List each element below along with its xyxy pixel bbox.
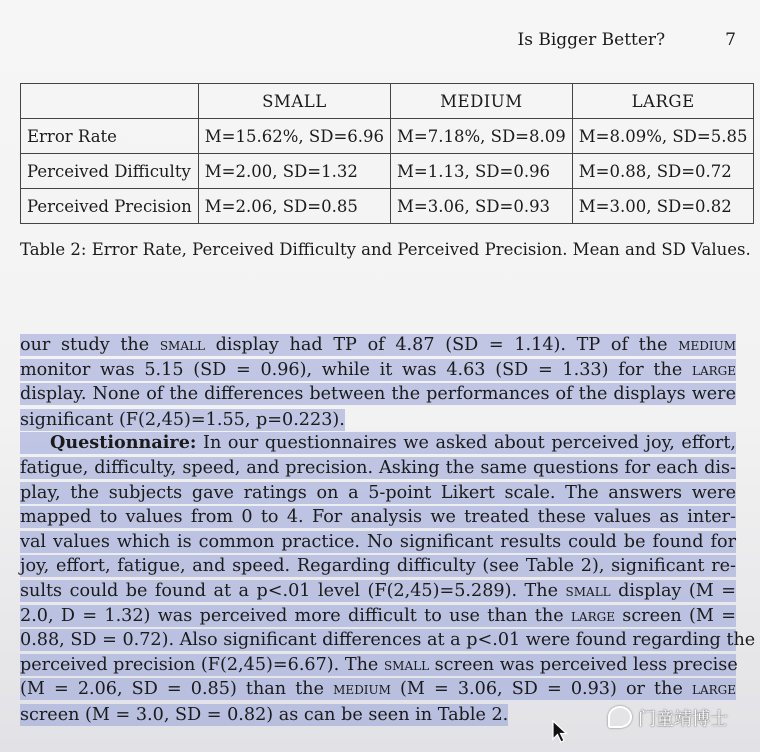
mouse-cursor-icon	[552, 720, 568, 744]
text-line: monitor was 5.15 (SD = 0.96), while it was 4.63 (SD = 1.33) for the large	[20, 359, 736, 380]
text-line: Questionnaire: In our questionnaires we asked about perceived joy, effort,	[20, 432, 736, 457]
table-cell: M=2.00, SD=1.32	[198, 154, 390, 189]
table-cell: Perceived Difficulty	[21, 154, 199, 189]
table-row	[21, 154, 754, 189]
body-text[interactable]	[20, 334, 756, 728]
table-cell: M=0.88, SD=0.72	[572, 154, 754, 189]
page-number: 7	[725, 30, 736, 50]
text-line: 2.0, D = 1.32) was perceived more difficult to use than the large screen (M =	[20, 605, 736, 626]
text-line: fatigue, difficulty, speed, and precision. Asking the same questions for each dis-	[20, 457, 736, 478]
table-header-row	[21, 84, 754, 119]
table-cell: M=1.13, SD=0.96	[391, 154, 573, 189]
table-cell: M=3.06, SD=0.93	[391, 189, 573, 224]
text-line: 0.88, SD = 0.72). Also significant differences at a p<.01 were found regarding the	[20, 630, 756, 651]
text-line: screen (M = 3.0, SD = 0.82) as can be seen in Table 2.	[20, 704, 509, 725]
running-title: Is Bigger Better?	[517, 30, 666, 50]
text-line: sults could be found at a p<.01 level (F(2,45)=5.289). The small display (M =	[20, 580, 736, 601]
table-cell: Perceived Precision	[21, 189, 199, 224]
watermark-text: 门童靖博士	[638, 709, 728, 730]
text-line: display. None of the differences between the performances of the displays were	[20, 384, 736, 405]
text-line: mapped to values from 0 to 4. For analysis we treated these values as inter-	[20, 507, 736, 528]
table-cell: M=3.00, SD=0.82	[572, 189, 754, 224]
text-line: our study the small display had TP of 4.87 (SD = 1.14). TP of the medium	[20, 335, 736, 355]
table-row	[21, 189, 754, 224]
table-row	[21, 119, 754, 154]
results-table	[20, 83, 754, 224]
table-header-cell: MEDIUM	[391, 84, 573, 119]
watermark	[608, 705, 728, 731]
text-line: val values which is common practice. No significant results could be found for	[20, 531, 736, 552]
text-line: (M = 2.06, SD = 0.85) than the medium (M = 3.06, SD = 0.93) or the large	[20, 679, 736, 700]
wechat-icon	[608, 706, 632, 728]
running-header	[518, 30, 736, 50]
table-header-cell: LARGE	[572, 84, 754, 119]
table-cell: M=15.62%, SD=6.96	[198, 119, 390, 154]
text-line: significant (F(2,45)=1.55, p=0.223).	[20, 409, 345, 430]
table-header-cell: SMALL	[198, 84, 390, 119]
section-heading: Questionnaire:	[50, 432, 197, 454]
text-line: joy, effort, fatigue, and speed. Regarding difficulty (see Table 2), significant re-	[20, 556, 736, 577]
table-cell: M=7.18%, SD=8.09	[391, 119, 573, 154]
text-line: perceived precision (F(2,45)=6.67). The small screen was perceived less precise	[20, 654, 738, 675]
table-caption: Table 2: Error Rate, Perceived Difficulty and Perceived Precision. Mean and SD Values.	[20, 240, 751, 259]
table-header-cell	[21, 84, 199, 119]
table-cell: M=8.09%, SD=5.85	[572, 119, 754, 154]
table-cell: M=2.06, SD=0.85	[198, 189, 390, 224]
table-cell: Error Rate	[21, 119, 199, 154]
text-line: play, the subjects gave ratings on a 5-point Likert scale. The answers were	[20, 482, 736, 503]
